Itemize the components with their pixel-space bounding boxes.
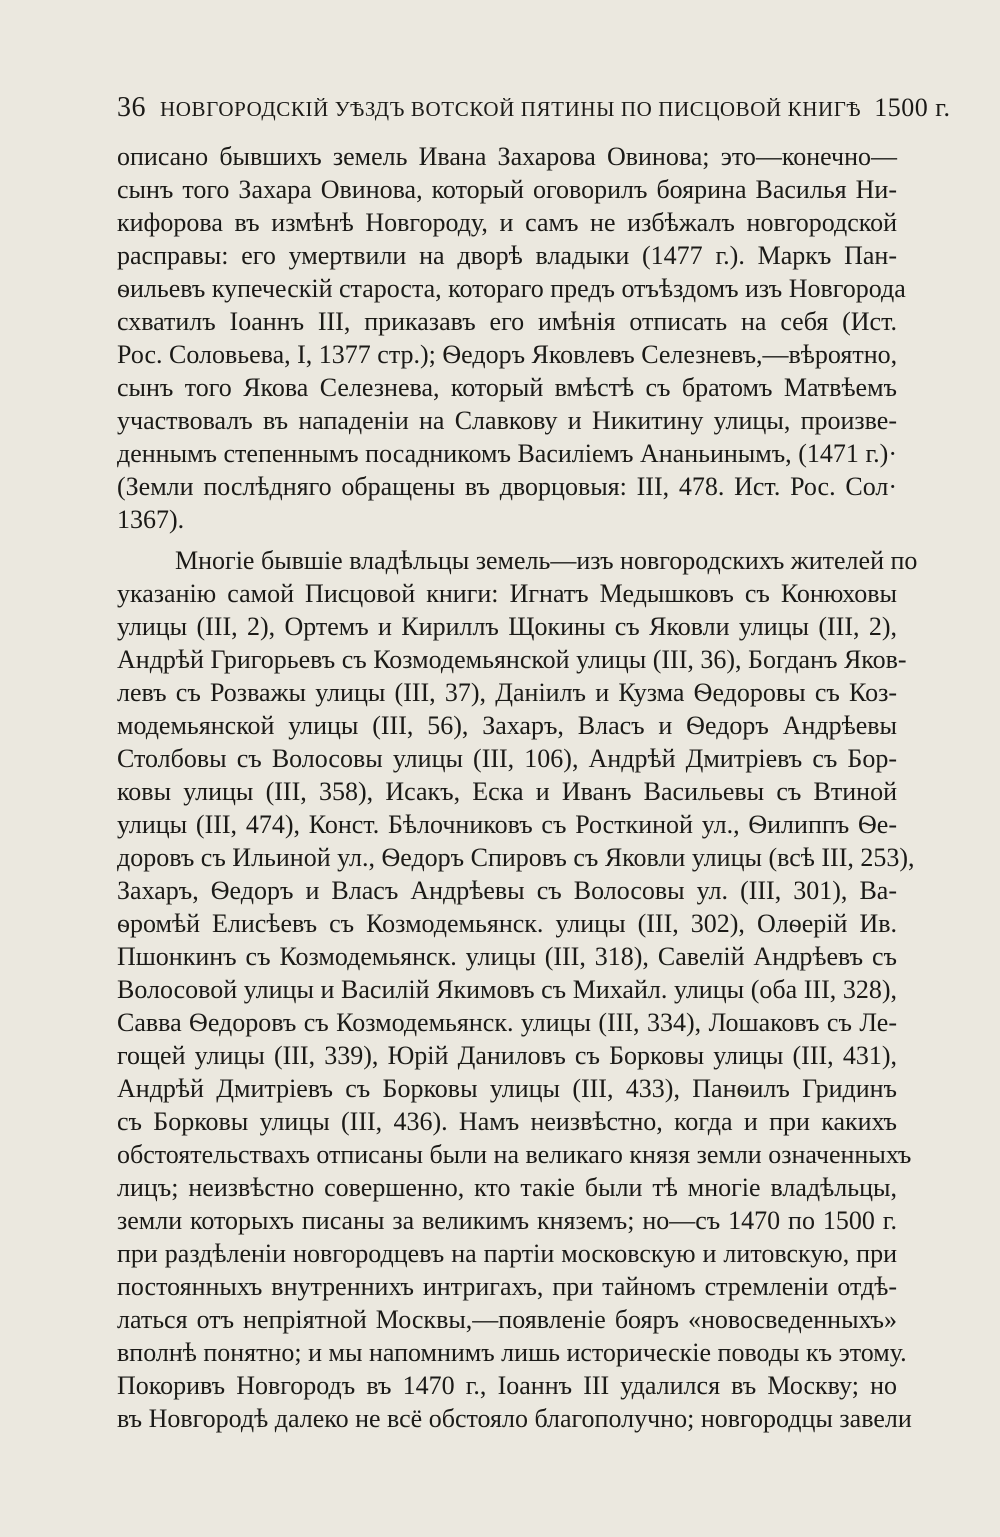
text-line: гощей улицы (III, 339), Юрій Даниловъ съ Борковы улицы (III, 431),	[117, 1041, 897, 1070]
text-line: ѳильевъ купеческій староста, котораго предъ отъѣздомъ изъ Новгорода	[117, 274, 906, 303]
text-line: Пшонкинъ съ Козмодемьянск. улицы (III, 318), Савелій Андрѣевъ съ	[117, 942, 897, 971]
text-line: Рос. Соловьева, I, 1377 стр.); Ѳедоръ Яковлевъ Селезневъ,—вѣроятно,	[117, 340, 898, 369]
text-line: описано бывшихъ земель Ивана Захарова Овинова; это—конечно—	[117, 142, 897, 171]
text-line: (Земли послѣдняго обращены въ дворцовыя: III, 478. Ист. Рос. Сол·	[117, 472, 897, 501]
text-line: обстоятельствахъ отписаны были на великаго князя земли означенныхъ	[117, 1140, 912, 1169]
text-line: улицы (III, 474), Конст. Бѣлочниковъ съ Росткиной ул., Ѳилиппъ Ѳе-	[117, 810, 897, 839]
text-line: сынъ того Захара Овинова, который оговорилъ боярина Василья Ни-	[117, 175, 897, 204]
text-line: кифорова въ измѣнѣ Новгороду, и самъ не избѣжалъ новгородской	[117, 208, 897, 237]
text-line: Андрѣй Григорьевъ съ Козмодемьянской улицы (III, 36), Богданъ Яков-	[117, 645, 907, 674]
text-line: при раздѣленіи новгородцевъ на партіи московскую и литовскую, при	[117, 1239, 897, 1268]
text-line: вполнѣ понятно; и мы напомнимъ лишь историческіе поводы къ этому.	[117, 1338, 907, 1367]
text-line: сынъ того Якова Селезнева, который вмѣстѣ съ братомъ Матвѣемъ	[117, 373, 897, 402]
text-line: Савва Ѳедоровъ съ Козмодемьянск. улицы (III, 334), Лошаковъ съ Ле-	[117, 1008, 897, 1037]
text-line: модемьянской улицы (III, 56), Захаръ, Власъ и Ѳедоръ Андрѣевы	[117, 711, 897, 740]
text-line: ковы улицы (III, 358), Исакъ, Еска и Иванъ Васильевы съ Втиной	[117, 777, 897, 806]
paragraph-gap	[117, 536, 897, 544]
text-line: Многіе бывшіе владѣльцы земель—изъ новгородскихъ жителей по	[175, 546, 918, 575]
running-year: 1500 г.	[874, 93, 951, 122]
text-line: постоянныхъ внутреннихъ интригахъ, при тайномъ стремленіи отдѣ-	[117, 1272, 897, 1301]
text-line: указанію самой Писцовой книги: Игнатъ Медышковъ съ Конюховы	[117, 579, 897, 608]
text-line: улицы (III, 2), Ортемъ и Кириллъ Щокины съ Яковли улицы (III, 2),	[117, 612, 897, 641]
running-head	[117, 92, 951, 124]
text-line: Столбовы съ Волосовы улицы (III, 106), Андрѣй Дмитріевъ съ Бор-	[117, 744, 897, 773]
text-line: левъ съ Розважы улицы (III, 37), Даніилъ и Кузма Ѳедоровы съ Коз-	[117, 678, 897, 707]
text-line: расправы: его умертвили на дворѣ владыки (1477 г.). Маркъ Пан-	[117, 241, 897, 270]
text-line: Захаръ, Ѳедоръ и Власъ Андрѣевы съ Волосовы ул. (III, 301), Ва-	[117, 876, 897, 905]
text-line: Андрѣй Дмитріевъ съ Борковы улицы (III, 433), Панѳилъ Гридинъ	[117, 1074, 897, 1103]
text-line: въ Новгородѣ далеко не всё обстояло благополучно; новгородцы завели	[117, 1404, 912, 1433]
running-title: НОВГОРОДСКІЙ УѢЗДЪ ВОТСКОЙ ПЯТИНЫ ПО ПИСЦОВОЙ КНИГѢ	[160, 97, 862, 121]
text-line: схватилъ Іоаннъ III, приказавъ его имѣнія отписать на себя (Ист.	[117, 307, 897, 336]
text-line: земли которыхъ писаны за великимъ княземъ; но—съ 1470 по 1500 г.	[117, 1206, 897, 1235]
page-body	[117, 140, 918, 1435]
text-line: съ Борковы улицы (III, 436). Намъ неизвѣстно, когда и при какихъ	[117, 1107, 897, 1136]
text-line: 1367).	[117, 505, 185, 534]
text-line: Волосовой улицы и Василій Якимовъ съ Михайл. улицы (оба III, 328),	[117, 975, 897, 1004]
paragraph-1	[117, 140, 906, 536]
text-line: участвовалъ въ нападеніи на Славкову и Никитину улицы, произве-	[117, 406, 897, 435]
paragraph-2	[117, 544, 918, 1435]
page-number: 36	[117, 92, 146, 123]
text-line: Покоривъ Новгородъ въ 1470 г., Іоаннъ III удалился въ Москву; но	[117, 1371, 897, 1400]
text-line: доровъ съ Ильиной ул., Ѳедоръ Спировъ съ Яковли улицы (всѣ III, 253),	[117, 843, 915, 872]
text-line: деннымъ степеннымъ посадникомъ Василіемъ Ананьинымъ, (1471 г.)·	[117, 439, 897, 468]
text-line: латься отъ непріятной Москвы,—появленіе бояръ «новосведенныхъ»	[117, 1305, 897, 1334]
text-line: лицъ; неизвѣстно совершенно, кто такіе были тѣ многіе владѣльцы,	[117, 1173, 897, 1202]
text-line: ѳромѣй Елисѣевъ съ Козмодемьянск. улицы (III, 302), Олѳерій Ив.	[117, 909, 897, 938]
